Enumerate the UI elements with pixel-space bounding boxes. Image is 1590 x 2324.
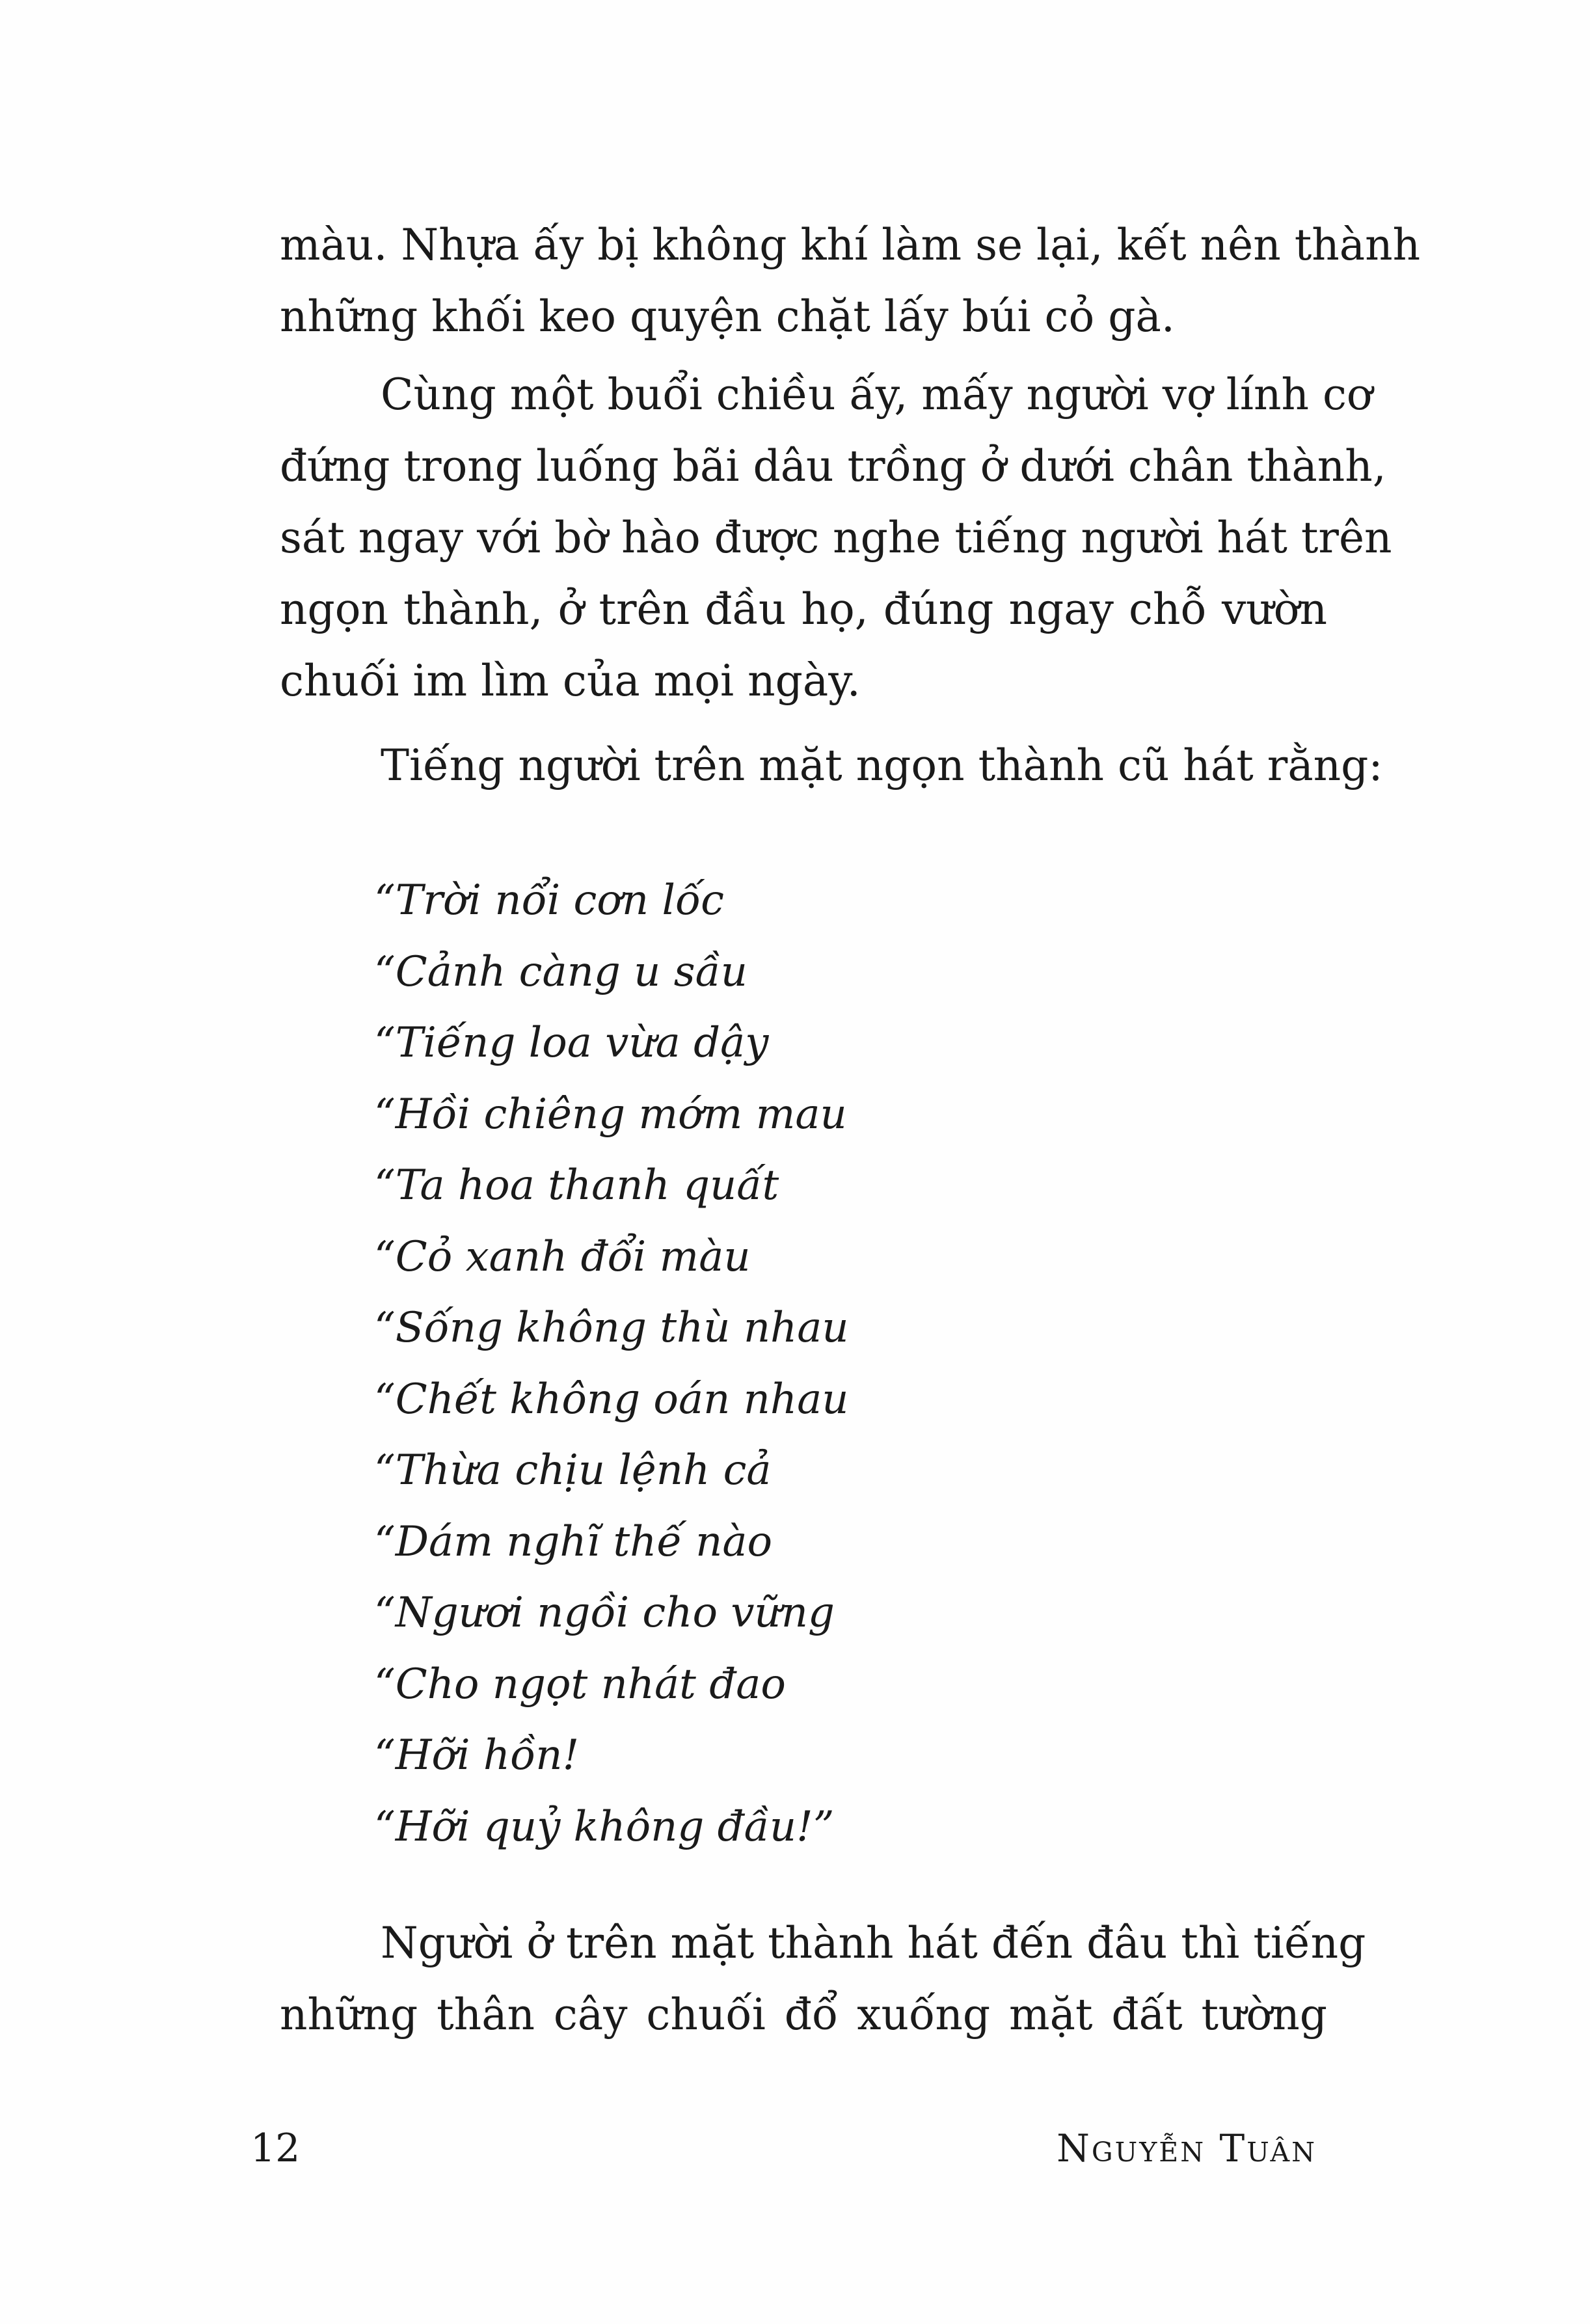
poem-line: “Cảnh càng u sầu bbox=[374, 947, 748, 996]
poem-block bbox=[374, 865, 1025, 1863]
text-line: đứng trong luống bãi dâu trồng ở dưới chân thành, bbox=[280, 441, 1386, 491]
poem-line: “Ta hoa thanh quất bbox=[374, 1161, 779, 1209]
paragraph-song-intro bbox=[280, 730, 1383, 802]
poem-line: “Tiếng loa vừa dậy bbox=[374, 1019, 769, 1067]
poem-line: “Thừa chịu lệnh cả bbox=[374, 1446, 772, 1494]
paragraph-continuation bbox=[280, 209, 1421, 353]
poem-line: “Hỡi quỷ không đầu!” bbox=[374, 1802, 835, 1851]
poem-line: “Hỡi hồn! bbox=[374, 1731, 580, 1779]
poem-line: “Trời nổi cơn lốc bbox=[374, 876, 724, 925]
text-line: những thân cây chuối đổ xuống mặt đất tường bbox=[280, 1990, 1327, 2040]
poem-line: “Dám nghĩ thế nào bbox=[374, 1517, 772, 1566]
text-line: chuối im lìm của mọi ngày. bbox=[280, 656, 861, 706]
text-line: sát ngay với bờ hào được nghe tiếng người hát trên bbox=[280, 513, 1392, 563]
poem-line: “Sống không thù nhau bbox=[374, 1304, 849, 1352]
text-line: Tiếng người trên mặt ngọn thành cũ hát rằng: bbox=[381, 740, 1383, 790]
text-line: Cùng một buổi chiều ấy, mấy người vợ lính cơ bbox=[381, 370, 1373, 420]
poem-line: “Chết không oán nhau bbox=[374, 1375, 849, 1424]
text-line: Người ở trên mặt thành hát đến đâu thì tiếng bbox=[381, 1918, 1366, 1968]
running-footer-author: Nguyễn Tuân bbox=[1057, 2126, 1317, 2170]
poem-line: “Cho ngọt nhát đao bbox=[374, 1660, 786, 1709]
poem-line: “Ngươi ngồi cho vững bbox=[374, 1589, 835, 1637]
paragraph-final bbox=[280, 1908, 1366, 2051]
poem-line: “Cỏ xanh đổi màu bbox=[374, 1232, 751, 1281]
text-line: những khối keo quyện chặt lấy búi cỏ gà. bbox=[280, 291, 1175, 342]
poem-line: “Hồi chiêng mớm mau bbox=[374, 1090, 847, 1139]
paragraph-evening bbox=[280, 359, 1392, 717]
text-line: ngọn thành, ở trên đầu họ, đúng ngay chỗ vườn bbox=[280, 584, 1327, 634]
page-number: 12 bbox=[250, 2126, 301, 2171]
text-line: màu. Nhựa ấy bị không khí làm se lại, kết nên thành bbox=[280, 220, 1421, 270]
